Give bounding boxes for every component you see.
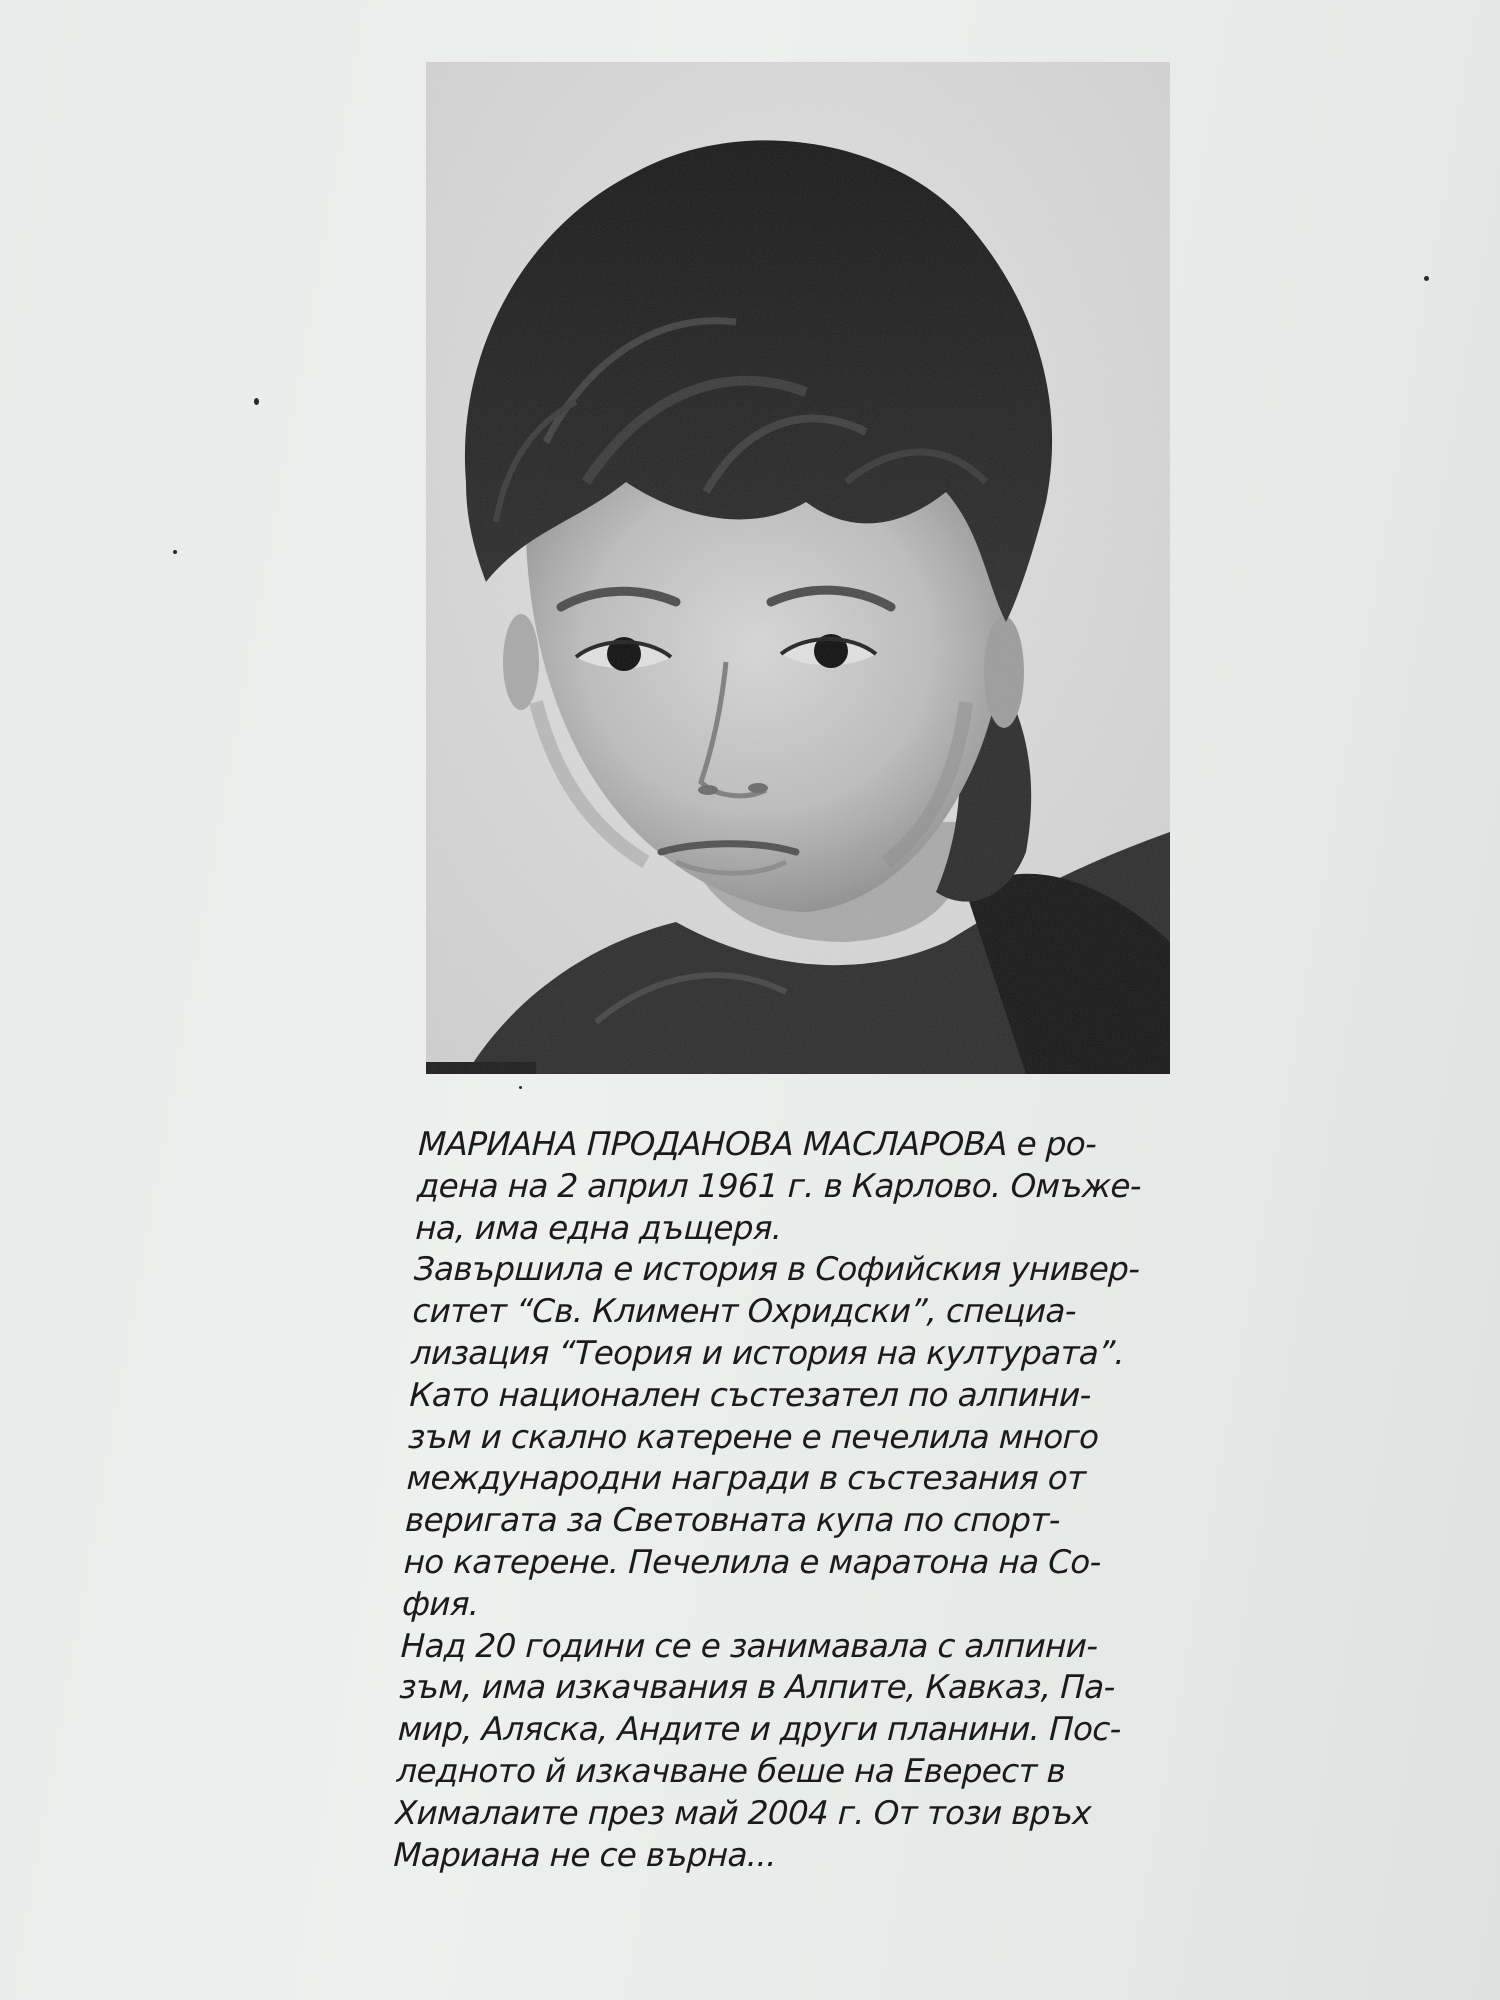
caption-line: ситет “Св. Климент Охридски”, специа- bbox=[411, 1292, 1077, 1331]
caption-line: фия. bbox=[401, 1584, 480, 1623]
caption-line: Над 20 години се е занимавала с алпини- bbox=[400, 1626, 1099, 1665]
paper-speck bbox=[519, 1086, 522, 1089]
caption-line: веригата за Световната купа по спорт- bbox=[404, 1501, 1061, 1540]
portrait-photo bbox=[426, 62, 1170, 1074]
biography-caption bbox=[389, 1124, 1189, 1984]
caption-line: на, има една дъщеря. bbox=[414, 1208, 783, 1247]
caption-line: Завършила е история в Софийския универ- bbox=[413, 1250, 1141, 1289]
caption-line: но катерене. Печелила е маратона на Со- bbox=[403, 1542, 1102, 1581]
caption-line: мир, Аляска, Андите и други планини. Пос- bbox=[397, 1710, 1122, 1749]
paper-speck bbox=[1424, 276, 1429, 281]
caption-line: Мариана не се върна... bbox=[392, 1835, 777, 1874]
caption-line: международни награди в състезания от bbox=[405, 1459, 1087, 1498]
caption-line: МАРИАНА ПРОДАНОВА МАСЛАРОВА е ро- bbox=[417, 1125, 1097, 1163]
caption-line: зъм и скално катерене е печелила много bbox=[407, 1417, 1100, 1456]
caption-line: зъм, има изкачвания в Алпите, Кавказ, Па- bbox=[398, 1668, 1116, 1707]
caption-line: Като национален състезател по алпини- bbox=[408, 1375, 1092, 1414]
caption-line: лизация “Теория и история на културата”. bbox=[410, 1333, 1125, 1372]
paper-speck bbox=[173, 550, 177, 554]
caption-line: Хималаите през май 2004 г. От този връх bbox=[394, 1793, 1092, 1832]
caption-line: ледното й изкачване беше на Еверест в bbox=[395, 1751, 1066, 1790]
paper-speck bbox=[254, 398, 259, 405]
caption-line: дена на 2 април 1961 г. в Карлово. Омъже- bbox=[416, 1166, 1142, 1205]
